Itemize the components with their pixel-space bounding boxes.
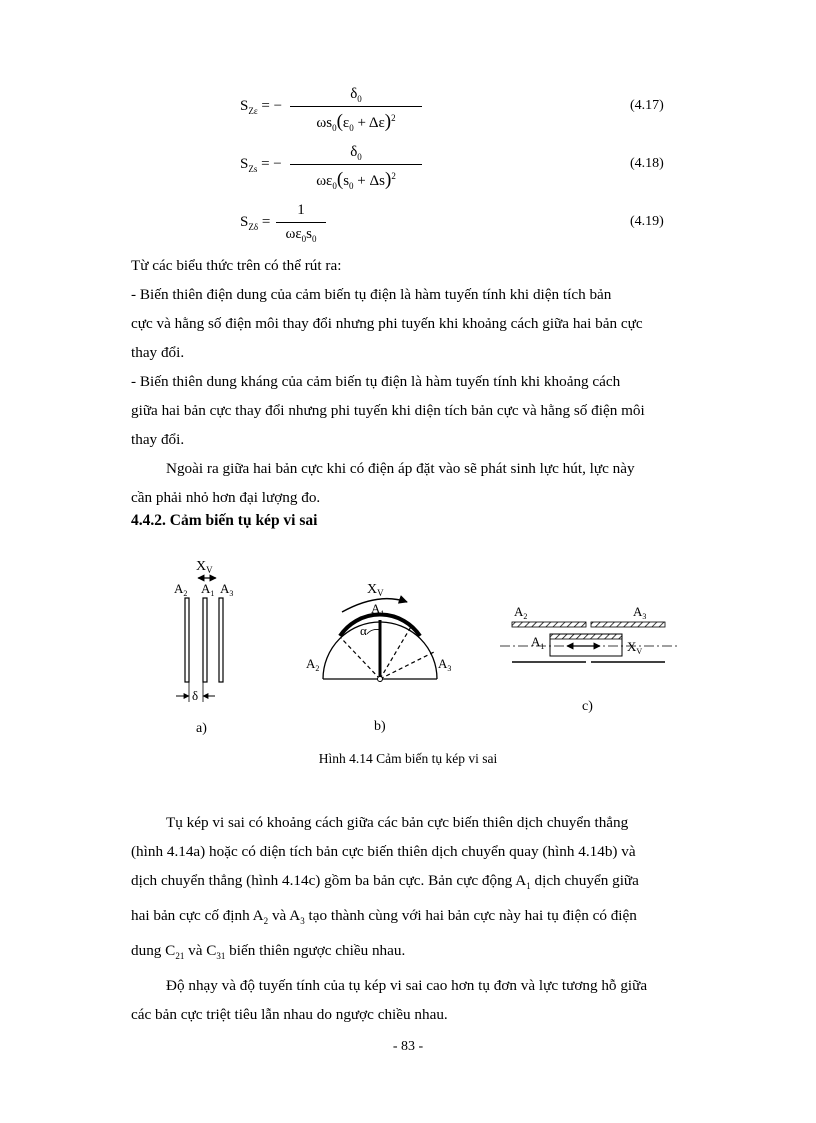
- paragraph-2-line-4: hai bản cực cố định $A_2$ và $A_3$ tạo thành cùng với hai bản cực này hai tụ điện có điện: [131, 907, 637, 927]
- paragraph-line-2: cần phải nhỏ hơn đại lượng đo.: [131, 489, 321, 506]
- inner-plate-a1: [550, 634, 622, 639]
- paragraph-3-line-2: các bản cực triệt tiêu lẫn nhau do ngược chiều nhau.: [131, 1006, 448, 1024]
- equation-4-17: [240, 84, 680, 134]
- denominator: $\omega\varepsilon_0s_0$: [285, 226, 317, 244]
- paragraph-2-line-3: dịch chuyển thẳng (hình 4.14c) gồm ba bản cực. Bản cực động $A_1$ dịch chuyển giữa: [131, 872, 639, 892]
- body-text: [131, 251, 687, 512]
- label-a1: $A_1$: [201, 581, 215, 598]
- label-delta: δ: [192, 688, 199, 703]
- equation-number: (4.17): [630, 98, 664, 113]
- page-number: - 83 -: [392, 1039, 424, 1054]
- numerator: $\delta_0$: [350, 144, 362, 162]
- equation-lhs: $S_{Z\varepsilon}$ = −: [240, 98, 283, 116]
- bullet-1-line-3: thay đổi.: [131, 344, 185, 361]
- fraction: [290, 142, 422, 197]
- paragraph-2-line-2: (hình 4.14a) hoặc có diện tích bản cực biến thiên dịch chuyển quay (hình 4.14b) và: [131, 843, 636, 860]
- tube-a3-top: [591, 622, 665, 627]
- label-a3: $A_3$: [438, 656, 452, 673]
- paragraph-2-line-5: dung $C_{21}$ và $C_{31}$ biến thiên ngược chiều nhau.: [131, 942, 406, 962]
- equation-lhs: $S_{Z\delta}$ =: [240, 214, 271, 232]
- label-a3: $A_3$: [220, 581, 234, 598]
- angle-arc: [367, 629, 380, 634]
- label-xv: $X_V$: [627, 639, 643, 656]
- label-a: a): [196, 721, 207, 736]
- label-a2: $A_2$: [174, 581, 188, 598]
- figure-b: [306, 582, 451, 734]
- section-heading: 4.4.2. Cảm biến tụ kép vi sai: [131, 512, 318, 529]
- label-a2: $A_2$: [306, 656, 320, 673]
- label-xv: $X_V$: [196, 559, 213, 575]
- equation-number: (4.18): [630, 156, 664, 171]
- bullet-2-line-2: giữa hai bản cực thay đổi nhưng phi tuyến khi diện tích bản cực và hằng số điện môi: [131, 402, 645, 419]
- plate-a3: [219, 598, 223, 682]
- equation-4-19: [240, 200, 680, 250]
- label-xv: $X_V$: [367, 582, 384, 598]
- intro-line: Từ các biểu thức trên có thể rút ra:: [131, 257, 342, 274]
- figure-4-14: [0, 550, 816, 750]
- dashed-radius: [341, 638, 380, 679]
- denominator: $\omega\varepsilon_0(s_0 + \Delta s)^2$: [316, 169, 396, 191]
- label-a1: $A_1$: [371, 601, 385, 618]
- denominator: $\omega s_0(\varepsilon_0 + \Delta\varepsilon)^2$: [316, 111, 396, 133]
- label-a2: $A_2$: [514, 604, 528, 621]
- tube-a2-top: [512, 622, 586, 627]
- label-c: c): [582, 699, 593, 714]
- fraction: [290, 84, 422, 139]
- bullet-1-line-2: cực và hằng số điện môi thay đổi nhưng phi tuyến khi khoảng cách giữa hai bản cực: [131, 315, 643, 332]
- paragraph-line-1: Ngoài ra giữa hai bản cực khi có điện áp đặt vào sẽ phát sinh lực hút, lực này: [166, 460, 635, 477]
- label-b: b): [374, 719, 386, 734]
- label-a1: $A_1$: [531, 634, 545, 651]
- equation-4-18: [240, 142, 680, 192]
- numerator: $\delta_0$: [350, 86, 362, 104]
- pivot: [378, 677, 383, 682]
- bullet-2-line-3: thay đổi.: [131, 431, 185, 448]
- numerator: 1: [297, 202, 305, 218]
- bullet-1-line-1: - Biến thiên điện dung của cảm biến tụ điện là hàm tuyến tính khi diện tích bản: [131, 286, 612, 303]
- paragraph-2-line-1: Tụ kép vi sai có khoảng cách giữa các bản cực biến thiên dịch chuyển thẳng: [166, 814, 629, 831]
- plate-a1: [203, 598, 207, 682]
- figure-a: [174, 559, 233, 736]
- label-a3: $A_3$: [633, 604, 647, 621]
- fraction: [276, 200, 326, 250]
- figure-c: [500, 604, 680, 714]
- paragraph-3-line-1: Độ nhạy và độ tuyến tính của tụ kép vi sai cao hơn tụ đơn và lực tương hỗ giữa: [166, 977, 648, 995]
- equation-number: (4.19): [630, 214, 664, 229]
- body-text-2: [131, 808, 687, 1029]
- plate-a2: [185, 598, 189, 682]
- figure-caption: Hình 4.14 Cảm biến tụ kép vi sai: [318, 751, 498, 766]
- equation-lhs: $S_{Zs}$ = −: [240, 156, 282, 174]
- label-alpha: α: [360, 623, 367, 638]
- bullet-2-line-1: - Biến thiên dung kháng của cảm biến tụ điện là hàm tuyến tính khi khoảng cách: [131, 373, 621, 390]
